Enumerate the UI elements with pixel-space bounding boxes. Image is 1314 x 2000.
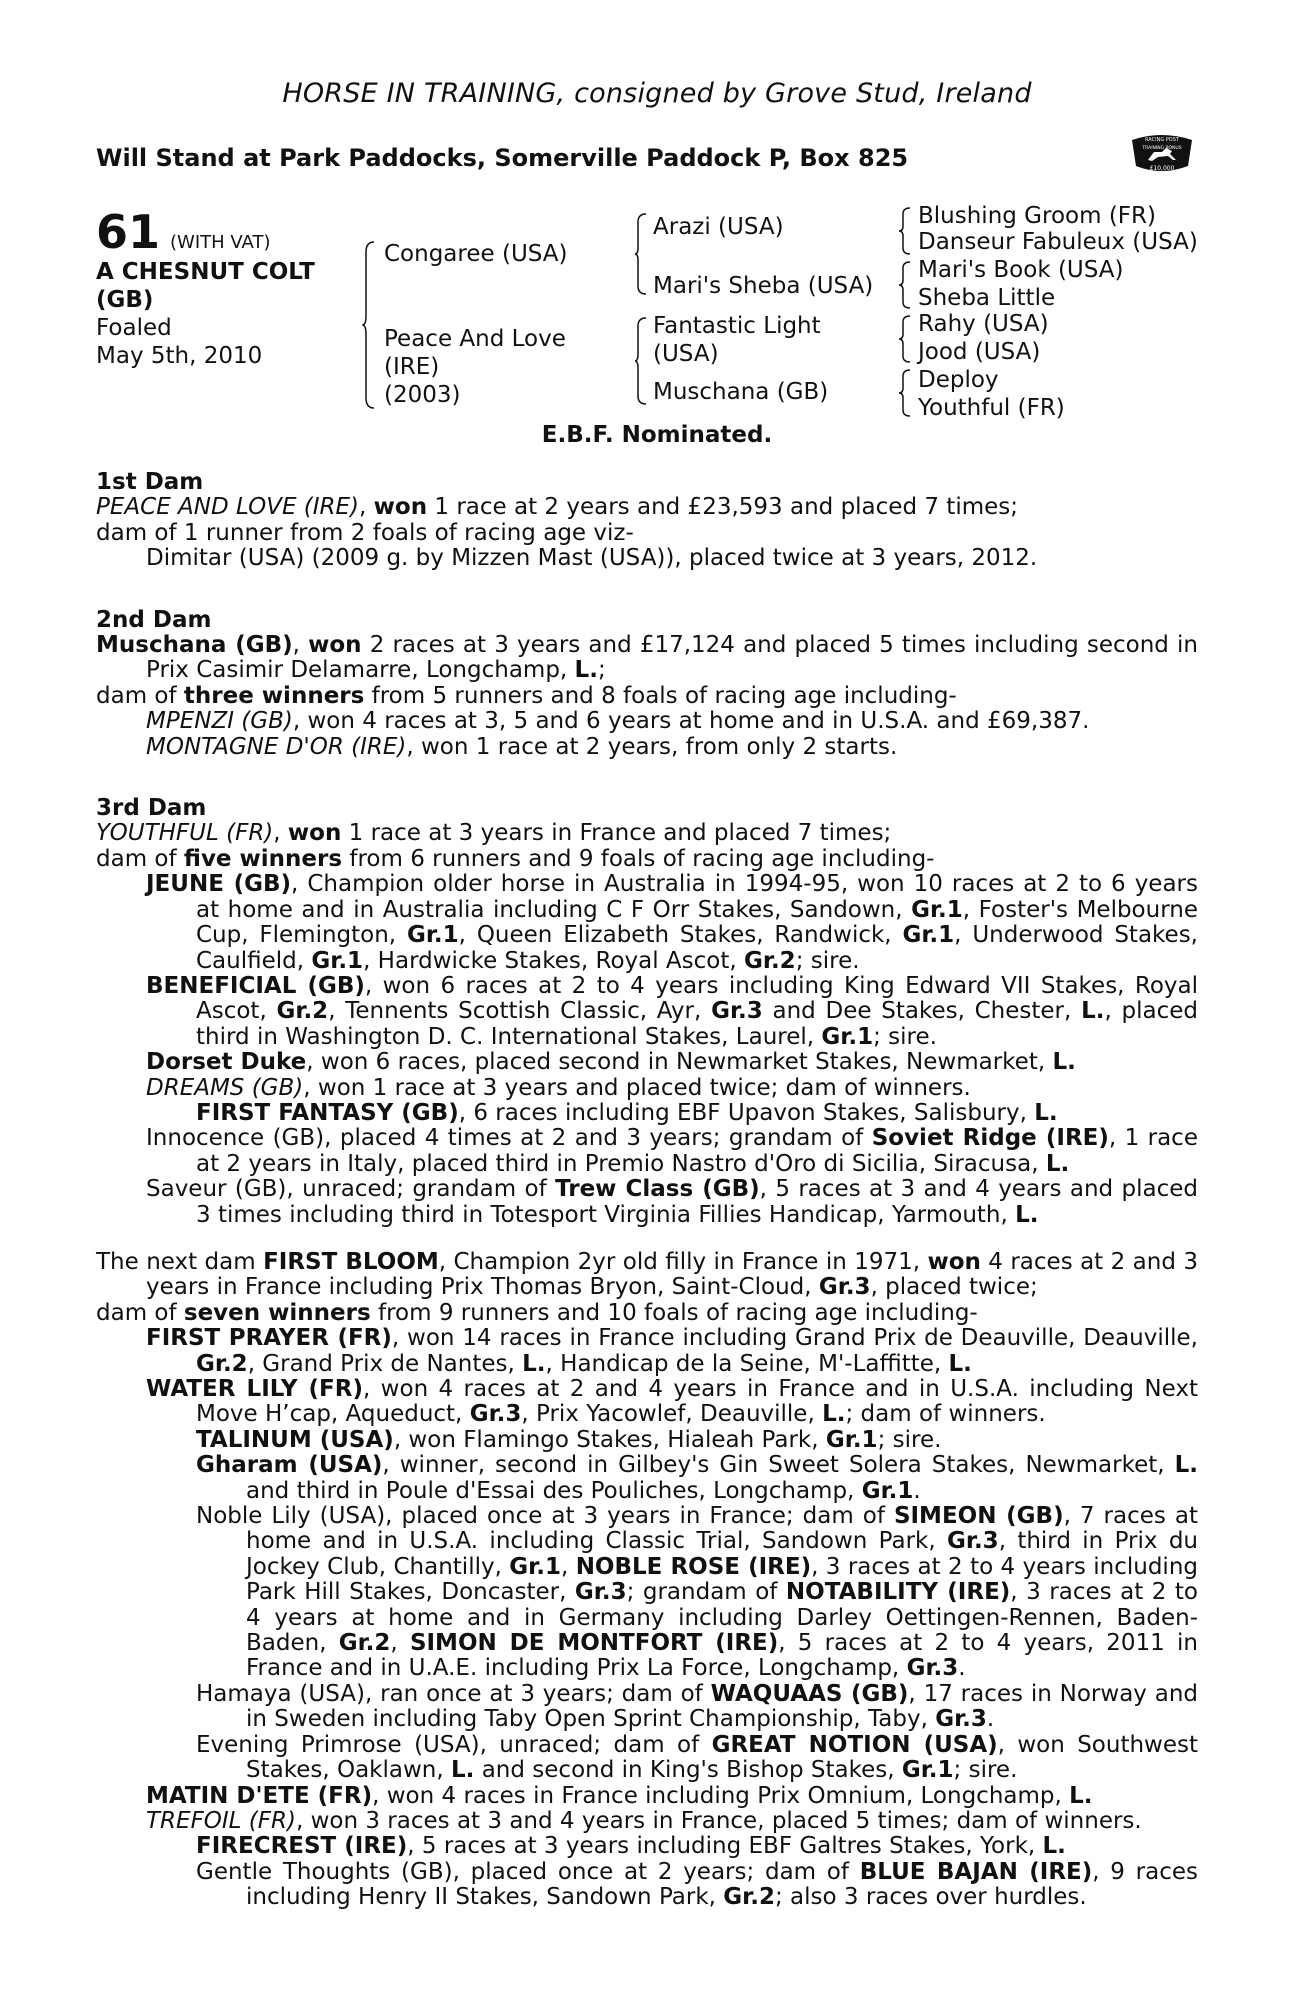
progeny-water-lily: WATER LILY (FR), won 4 races at 2 and 4 years in France and in U.S.A. including Next Move H’cap, Aqueduct, Gr.3, Prix Yacowlef, Deauville, L.; dam of winners. (146, 1376, 1198, 1428)
training-bonus-badge-icon (1128, 130, 1196, 176)
sire-sire: Arazi (USA) (653, 214, 784, 240)
second-dam-record: Muschana (GB), won 2 races at 3 years and £17,124 and placed 5 times including second in Prix Casimir Delamarre, Longchamp, L.; (96, 632, 1198, 684)
progeny-firecrest: FIRECREST (IRE), 5 races at 3 years including EBF Galtres Stakes, York, L. (196, 1833, 1066, 1860)
pedigree-brace-3 (634, 316, 648, 406)
progeny-beneficial: BENEFICIAL (GB), won 6 races at 2 to 4 years including King Edward VII Stakes, Royal Ascot, Gr.2, Tennents Scottish Classic, Ayr, Gr.3 and Dee Stakes, Chester, L., placed third in Washington D. C. International Stakes, Laurel, Gr.1; sire. (146, 972, 1198, 1050)
progeny-saveur: Saveur (GB), unraced; grandam of Trew Class (GB), 5 races at 3 and 4 years and placed 3 times including third in Totesport Virginia Fillies Handicap, Yarmouth, L. (146, 1176, 1198, 1228)
first-dam-record: PEACE AND LOVE (IRE), won 1 race at 2 years and £23,593 and placed 7 times; (96, 494, 1018, 521)
next-dam-record: The next dam FIRST BLOOM, Champion 2yr old filly in France in 1971, won 4 races at 2 and 3 years in France including Prix Thomas Bryon, Saint-Cloud, Gr.3, placed twice; (96, 1248, 1198, 1301)
lot-description: A CHESNUT COLT (96, 259, 315, 285)
progeny-evening-primrose: Evening Primrose (USA), unraced; dam of GREAT NOTION (USA), won Southwest Stakes, Oaklawn, L. and second in King's Bishop Stakes, Gr.1; sire. (196, 1731, 1198, 1784)
progeny-gharam: Gharam (USA), winner, second in Gilbey's Gin Sweet Solera Stakes, Newmarket, L. and third in Poule d'Essai des Pouliches, Longchamp, Gr.1. (196, 1452, 1198, 1504)
second-dam-progeny-1: MPENZI (GB), won 4 races at 3, 5 and 6 years at home and in U.S.A. and £69,387. (146, 708, 1090, 735)
dam-dam: Muschana (GB) (653, 379, 829, 405)
first-dam-produce: dam of 1 runner from 2 foals of racing age viz- (96, 519, 634, 546)
dam-name-line2: (IRE) (384, 354, 440, 380)
progeny-talinum: TALINUM (USA), won Flamingo Stakes, Hialeah Park, Gr.1; sire. (196, 1426, 942, 1453)
first-dam-heading: 1st Dam (96, 469, 204, 495)
next-dam-produce: dam of seven winners from 9 runners and 10 foals of racing age including- (96, 1299, 978, 1326)
pedigree-brace-2 (634, 212, 648, 296)
dam-dam-dam: Youthful (FR) (918, 395, 1065, 421)
progeny-first-prayer: FIRST PRAYER (FR), won 14 races in France including Grand Prix de Deauville, Deauville, Gr.2, Grand Prix de Nantes, L., Handicap de la Seine, M'-Laffitte, L. (146, 1325, 1198, 1377)
badge-line-3: £10,000 (1149, 165, 1175, 172)
dam (384, 325, 566, 409)
progeny-innocence: Innocence (GB), placed 4 times at 2 and 3 years; grandam of Soviet Ridge (IRE), 1 race at 2 years in Italy, placed third in Premio Nastro d'Oro di Sicilia, Siracusa, L. (146, 1125, 1198, 1177)
dam-foaled-year: (2003) (384, 382, 461, 408)
dam-sire-sire: Rahy (USA) (918, 311, 1049, 337)
dam-sire-line1: Fantastic Light (653, 313, 821, 339)
progeny-dreams: DREAMS (GB), won 1 race at 3 years and placed twice; dam of winners. (146, 1074, 971, 1101)
sire: Congaree (USA) (384, 241, 568, 267)
consignment-title: HORSE IN TRAINING, consigned by Grove Stud, Ireland (282, 78, 1032, 109)
third-dam-produce: dam of five winners from 6 runners and 9 foals of racing age including- (96, 845, 935, 872)
first-dam-progeny: Dimitar (USA) (2009 g. by Mizzen Mast (USA)), placed twice at 3 years, 2012. (146, 545, 1038, 572)
dam-sire-line2: (USA) (653, 341, 719, 367)
lot-country: (GB) (96, 287, 154, 313)
progeny-noble-lily: Noble Lily (USA), placed once at 3 years in France; dam of SIMEON (GB), 7 races at home and in U.S.A. including Classic Trial, Sandown Park, Gr.3, third in Prix du Jockey Club, Chantilly, Gr.1, NOBLE ROSE (IRE), 3 races at 2 to 4 years including Park Hill Stakes, Doncaster, Gr.3; grandam of NOTABILITY (IRE), 3 races at 2 to 4 years at home and in Germany including Darley Oettingen-Rennen, Baden-Baden, Gr.2, SIMON DE MONTFORT (IRE), 5 races at 2 to 4 years, 2011 in France and in U.A.E. including Prix La Force, Longchamp, Gr.3. (196, 1503, 1198, 1682)
lot-info (96, 258, 315, 370)
progeny-jeune: JEUNE (GB), Champion older horse in Australia in 1994-95, won 10 races at 2 to 6 years at home and in Australia including C F Orr Stakes, Sandown, Gr.1, Foster's Melbourne Cup, Flemington, Gr.1, Queen Elizabeth Stakes, Randwick, Gr.1, Underwood Stakes, Caulfield, Gr.1, Hardwicke Stakes, Royal Ascot, Gr.2; sire. (146, 871, 1198, 974)
dam-sire-dam: Jood (USA) (918, 339, 1041, 365)
progeny-matin-dete: MATIN D'ETE (FR), won 4 races in France including Prix Omnium, Longchamp, L. (146, 1782, 1093, 1809)
second-dam-progeny-2: MONTAGNE D'OR (IRE), won 1 race at 2 years, from only 2 starts. (146, 733, 898, 760)
badge-line-2: TRAINING BONUS (1142, 146, 1182, 151)
lot-number-row (96, 205, 271, 259)
progeny-hamaya: Hamaya (USA), ran once at 3 years; dam of WAQUAAS (GB), 17 races in Norway and in Sweden including Taby Open Sprint Championship, Taby, Gr.3. (196, 1680, 1199, 1733)
badge-line-1: RACING POST (1145, 137, 1179, 143)
dam-name-line1: Peace And Love (384, 326, 566, 352)
sire-dam: Mari's Sheba (USA) (653, 273, 874, 299)
lot-number: 61 (96, 205, 161, 259)
catalogue-body (96, 470, 1198, 1911)
sire-dam-dam: Sheba Little (918, 285, 1056, 311)
sire-sire-sire: Blushing Groom (FR) (918, 203, 1156, 229)
pedigree-brace-4 (898, 206, 912, 256)
sire-sire-dam: Danseur Fabuleux (USA) (918, 229, 1198, 255)
foaled-date: May 5th, 2010 (96, 343, 263, 369)
pedigree-brace-7 (898, 368, 912, 418)
progeny-trefoil: TREFOIL (FR), won 3 races at 3 and 4 years in France, placed 5 times; dam of winners. (146, 1807, 1142, 1834)
foaled-label: Foaled (96, 315, 172, 341)
stand-location: Will Stand at Park Paddocks, Somerville Paddock P, Box 825 (96, 144, 909, 172)
progeny-first-fantasy: FIRST FANTASY (GB), 6 races including EBF Upavon Stakes, Salisbury, L. (196, 1099, 1058, 1126)
second-dam-produce: dam of three winners from 5 runners and 8 foals of racing age including- (96, 682, 957, 709)
vat-note: (WITH VAT) (170, 232, 271, 253)
pedigree-brace-6 (898, 314, 912, 364)
third-dam-record: YOUTHFUL (FR), won 1 race at 3 years in France and placed 7 times; (96, 820, 892, 847)
sire-dam-sire: Mari's Book (USA) (918, 257, 1124, 283)
third-dam-heading: 3rd Dam (96, 795, 207, 822)
second-dam-heading: 2nd Dam (96, 606, 212, 633)
pedigree-brace-1 (362, 240, 376, 410)
progeny-dorset-duke: Dorset Duke, won 6 races, placed second in Newmarket Stakes, Newmarket, L. (146, 1049, 1076, 1076)
progeny-gentle-thoughts: Gentle Thoughts (GB), placed once at 2 years; dam of BLUE BAJAN (IRE), 9 races including Henry II Stakes, Sandown Park, Gr.2; also 3 races over hurdles. (196, 1858, 1198, 1911)
ebf-nominated: E.B.F. Nominated. (541, 422, 773, 448)
dam-dam-sire: Deploy (918, 367, 999, 393)
pedigree-brace-5 (898, 260, 912, 310)
dam-sire (653, 312, 821, 368)
